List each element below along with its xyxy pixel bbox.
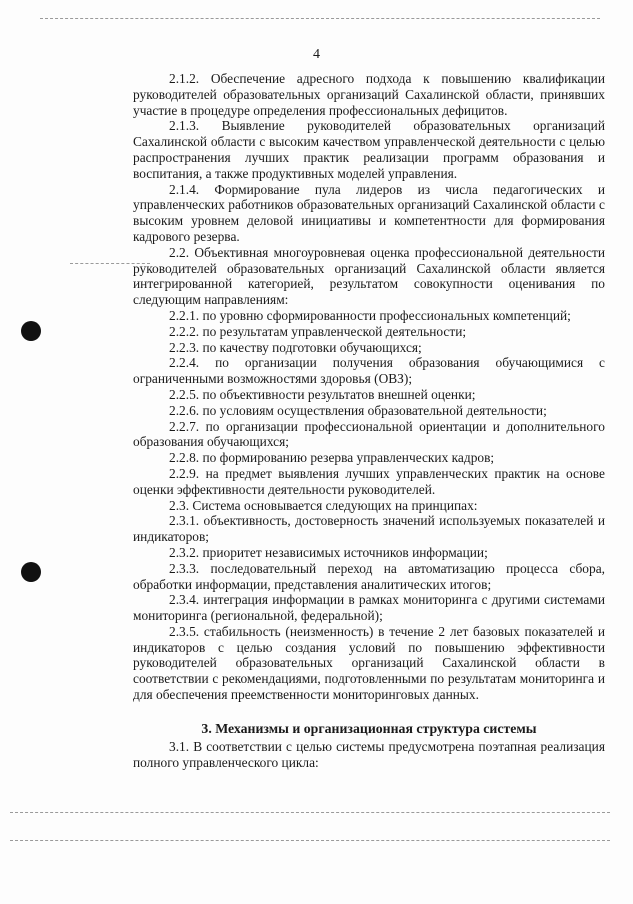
- list-item: 2.3.2. приоритет независимых источников информации;: [169, 544, 488, 560]
- list-item: 2.2.4. по организации получения образования обучающимися с ограниченными возможностями здоровья (ОВЗ);: [133, 355, 605, 387]
- list-item: 2.3.4. интеграция информации в рамках мониторинга с другими системами мониторинга (региональной, федеральной);: [133, 592, 605, 624]
- list-item: 2.3.1. объективность, достоверность значений используемых показателей и индикаторов;: [133, 513, 605, 545]
- scan-line-bottom-1: [10, 812, 610, 813]
- binder-hole-bottom: [21, 562, 41, 582]
- list-item: 2.2.9. на предмет выявления лучших управленческих практик на основе оценки эффективности деятельности руководителей.: [133, 465, 605, 497]
- list-item: 2.2.1. по уровню сформированности профессиональных компетенций;: [169, 307, 571, 323]
- paragraph: 2.3. Система основывается следующих на принципах:: [169, 497, 478, 513]
- scan-line-top: [40, 18, 600, 19]
- paragraph: 2.1.2. Обеспечение адресного подхода к повышению квалификации руководителей образовательных организаций Сахалинской области, принявших участие в процедуре определения профессиональных дефицитов.: [133, 71, 605, 118]
- list-item: 2.3.3. последовательный переход на автоматизацию процесса сбора, обработки информации, представления аналитических итогов;: [133, 560, 605, 592]
- list-item: 2.3.5. стабильность (неизменность) в течение 2 лет базовых показателей и индикаторов с целью создания условий по повышению эффективности руководителей образовательных организаций Сахалинской области в соответствии с рекомендациями, подготовленными по результатам мониторинга и для обеспечения преемственности мониторинговых данных.: [133, 623, 605, 703]
- paragraph: 2.2. Объективная многоуровневая оценка профессиональной деятельности руководителей образовательных организаций Сахалинской области является интегрированной категорией, результатом совокупности оценивания по следующим направлениям:: [133, 244, 605, 308]
- list-item: 2.2.8. по формированию резерва управленческих кадров;: [169, 450, 495, 466]
- list-item: 2.2.5. по объективности результатов внешней оценки;: [169, 386, 476, 402]
- list-item: 2.2.3. по качеству подготовки обучающихся;: [169, 339, 422, 355]
- paragraph: 2.1.3. Выявление руководителей образовательных организаций Сахалинской области с высоким качеством управленческой деятельности с целью распространения лучших практик реализации программ образования и воспитания, а также продуктивных моделей управления.: [133, 118, 605, 181]
- list-item: 2.2.6. по условиям осуществления образовательной деятельности;: [169, 402, 547, 418]
- paragraph: 3.1. В соответствии с целью системы предусмотрена поэтапная реализация полного управленческого цикла:: [133, 738, 605, 770]
- section-heading: 3. Механизмы и организационная структура системы: [201, 720, 537, 736]
- list-item: 2.2.7. по организации профессиональной ориентации и дополнительного образования обучающихся;: [133, 418, 605, 450]
- document-body: [133, 71, 605, 770]
- list-item: 2.2.2. по результатам управленческой деятельности;: [169, 323, 467, 339]
- page-number: 4: [313, 47, 320, 62]
- scan-line-bottom-2: [10, 840, 610, 841]
- binder-hole-top: [21, 321, 41, 341]
- paragraph: 2.1.4. Формирование пула лидеров из числа педагогических и управленческих работников образовательных организаций Сахалинской области с высоким уровнем деловой инициативы и компетентности для формирования кадрового резерва.: [133, 181, 605, 244]
